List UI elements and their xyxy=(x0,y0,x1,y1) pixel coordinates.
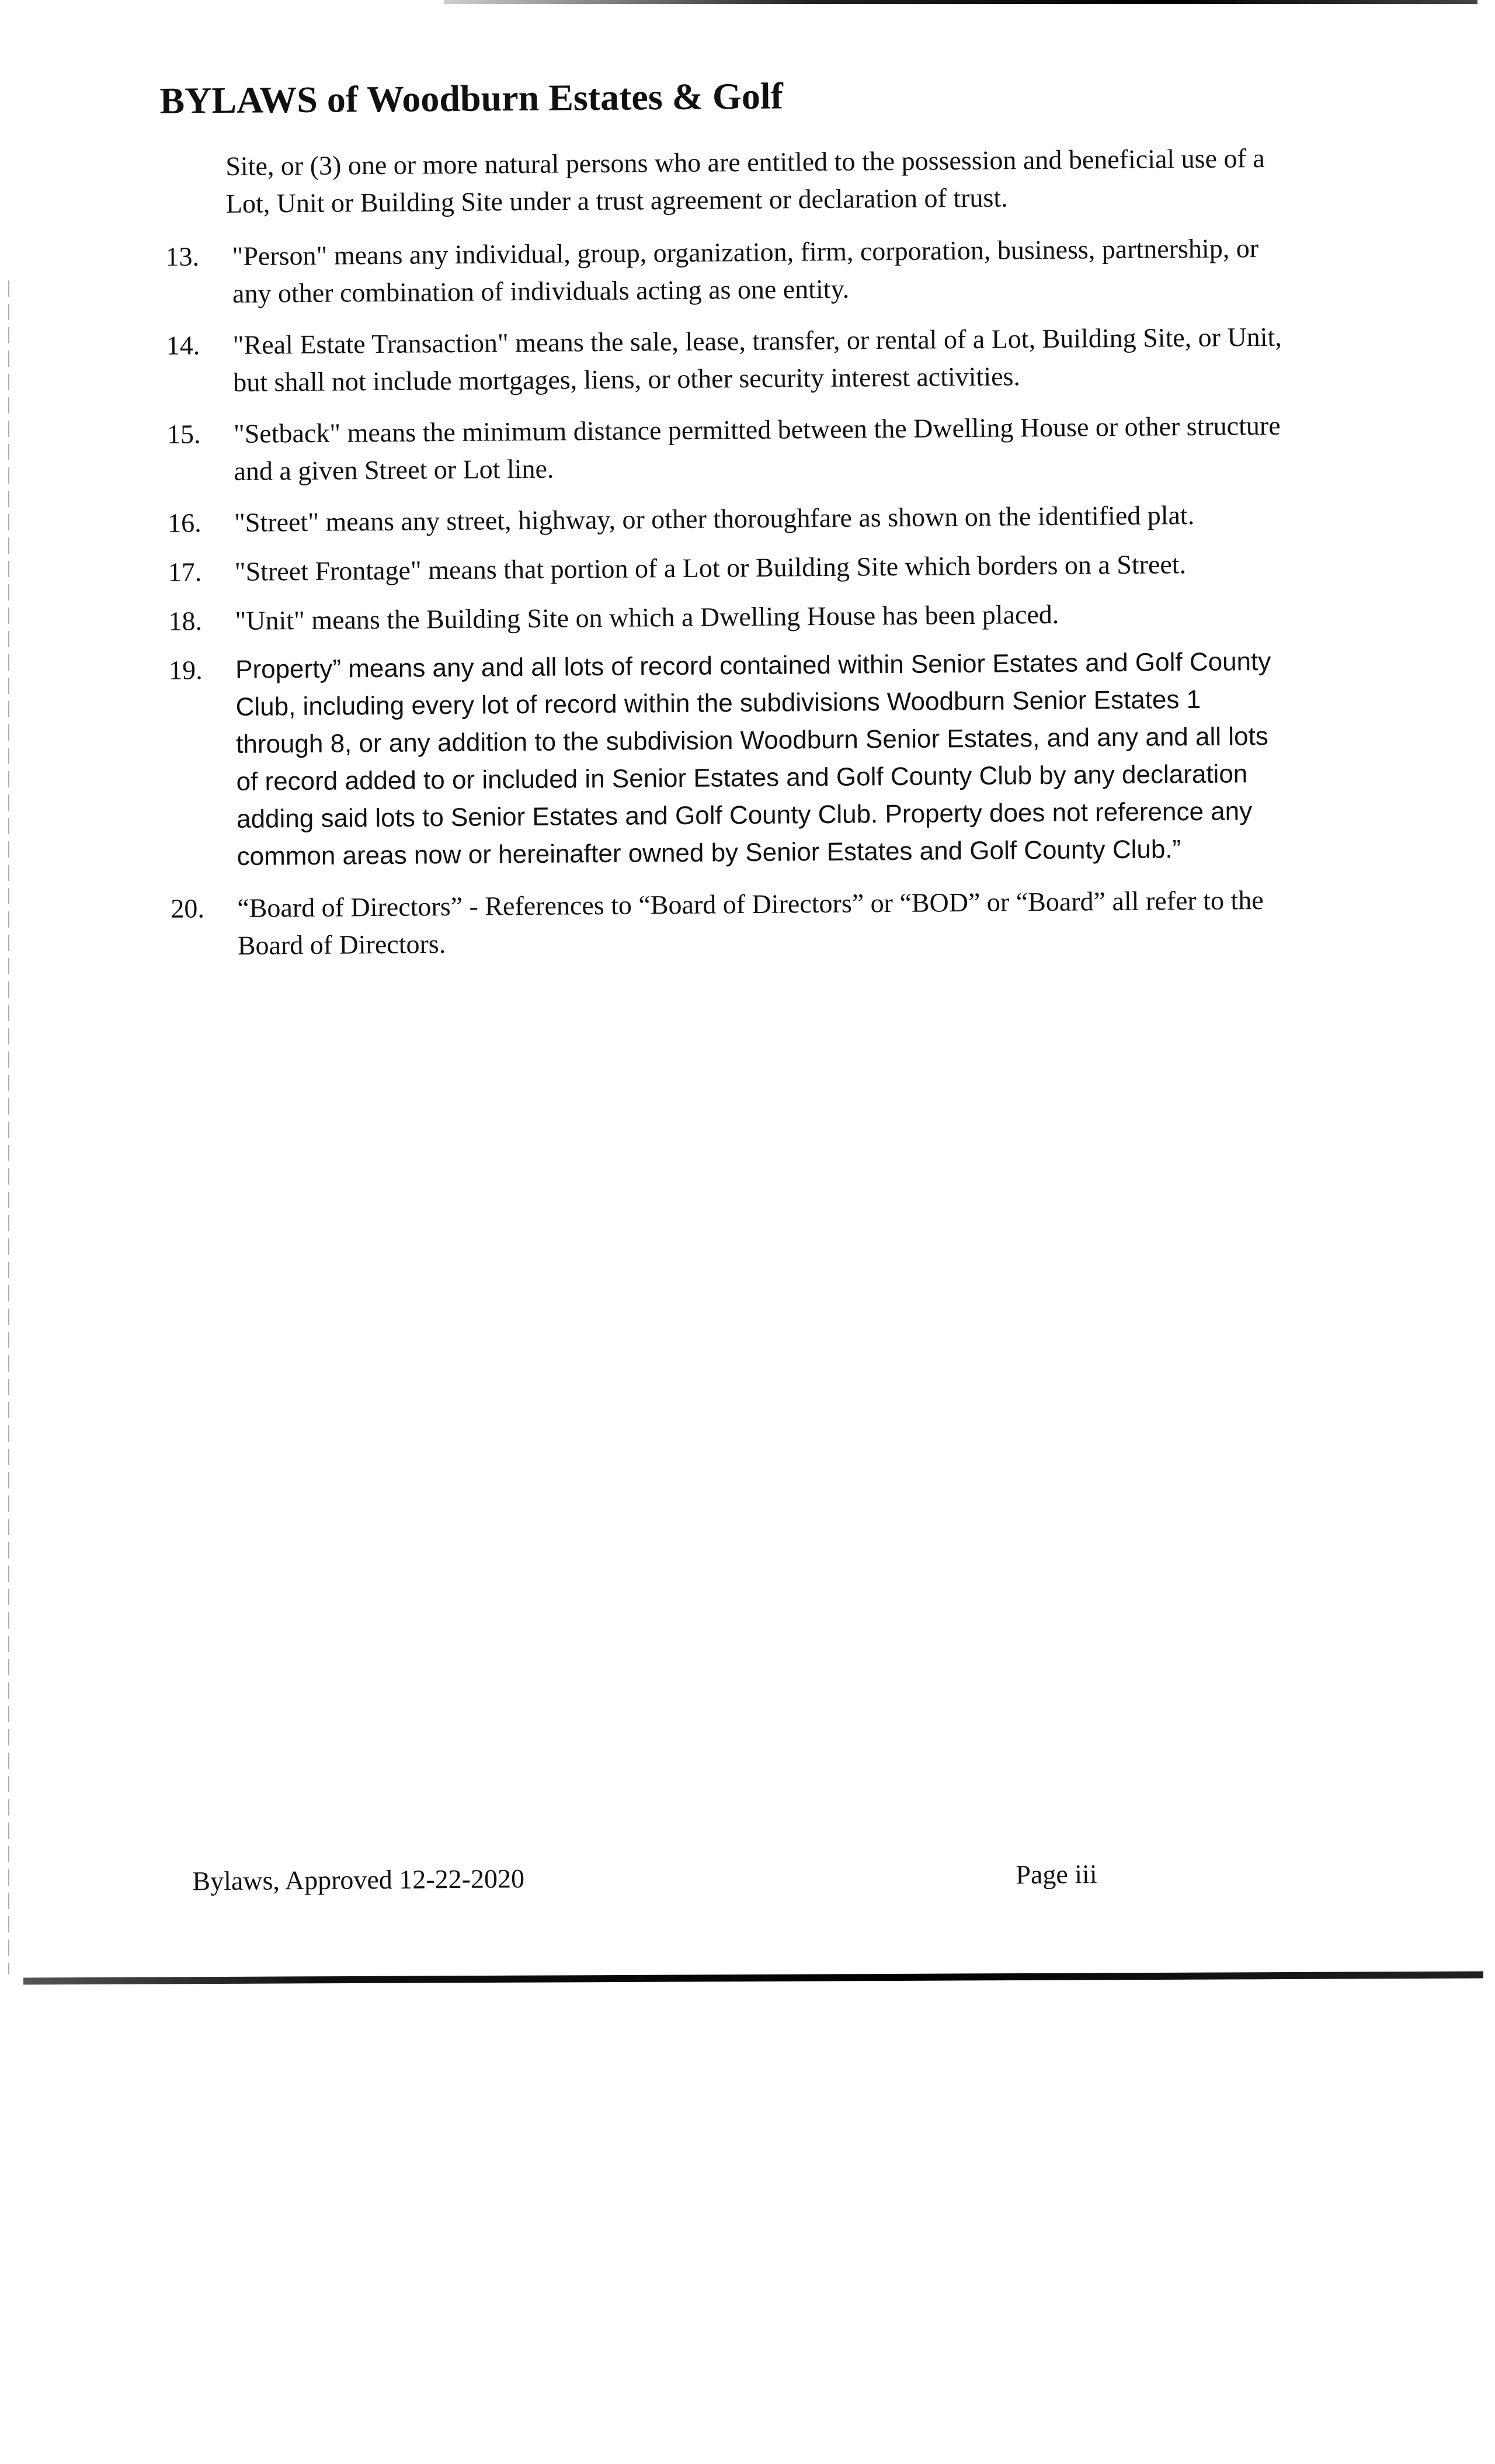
page-title: BYLAWS of Woodburn Estates & Golf xyxy=(159,75,784,122)
definition-item-17 xyxy=(168,545,1289,591)
definition-item-14 xyxy=(166,318,1288,402)
definition-number: 15. xyxy=(166,419,201,449)
definition-item-16 xyxy=(168,496,1289,542)
definition-item-19 xyxy=(169,643,1292,876)
definition-text: "Street Frontage" means that portion of a Lot or Building Site which borders on a Street. xyxy=(234,549,1187,586)
definition-number: 18. xyxy=(168,606,203,636)
definition-text: "Person" means any individual, group, organization, firm, corporation, business, partnership, or any other combination of individuals acting as one entity. xyxy=(232,233,1259,308)
definition-text: “Board of Directors” - References to “Board of Directors” or “BOD” or “Board” all refer to the Board of Directors. xyxy=(237,885,1264,960)
definition-number: 13. xyxy=(165,241,200,272)
definition-item-13 xyxy=(165,230,1287,313)
definition-text: Property” means any and all lots of record contained within Senior Estates and Golf County Club, including every lot of record within the subdivisions Woodburn Senior Estates 1 through 8, or any addition to the subdivision Woodburn Senior Estates, and any and all lots of record added to or included in Senior Estates and Golf County Club by any declaration adding said lots to Senior Estates and Golf County Club. Property does not reference any common areas now or hereinafter owned by Senior Estates and Golf County Club.” xyxy=(235,647,1271,871)
definition-number: 17. xyxy=(168,557,202,587)
footer-approval-date: Bylaws, Approved 12-22-2020 xyxy=(192,1863,525,1896)
definition-text: "Unit" means the Building Site on which a Dwelling House has been placed. xyxy=(235,599,1059,636)
definition-number: 19. xyxy=(168,655,203,685)
definition-number: 20. xyxy=(171,893,205,924)
definition-item-20 xyxy=(171,882,1292,965)
definition-number: 14. xyxy=(166,330,200,360)
definition-text: "Real Estate Transaction" means the sale, lease, transfer, or rental of a Lot, Building Site, or Unit, but shall not include mortgages, liens, or other security interest activities. xyxy=(232,321,1282,397)
footer-page-number: Page iii xyxy=(1016,1859,1097,1890)
definition-text: "Street" means any street, highway, or other thoroughfare as shown on the identified plat. xyxy=(234,499,1195,537)
definition-text: "Setback" means the minimum distance permitted between the Dwelling House or other structure and a given Street or Lot line. xyxy=(233,410,1281,486)
definition-item-15 xyxy=(167,407,1289,491)
definitions-list xyxy=(165,230,1292,979)
definition-continuation: Site, or (3) one or more natural persons who are entitled to the possession and beneficial use of a Lot, Unit or Building Site under a trust agreement or declaration of trust. xyxy=(225,143,1265,218)
definition-item-18 xyxy=(168,594,1289,640)
definition-number: 16. xyxy=(167,508,201,538)
